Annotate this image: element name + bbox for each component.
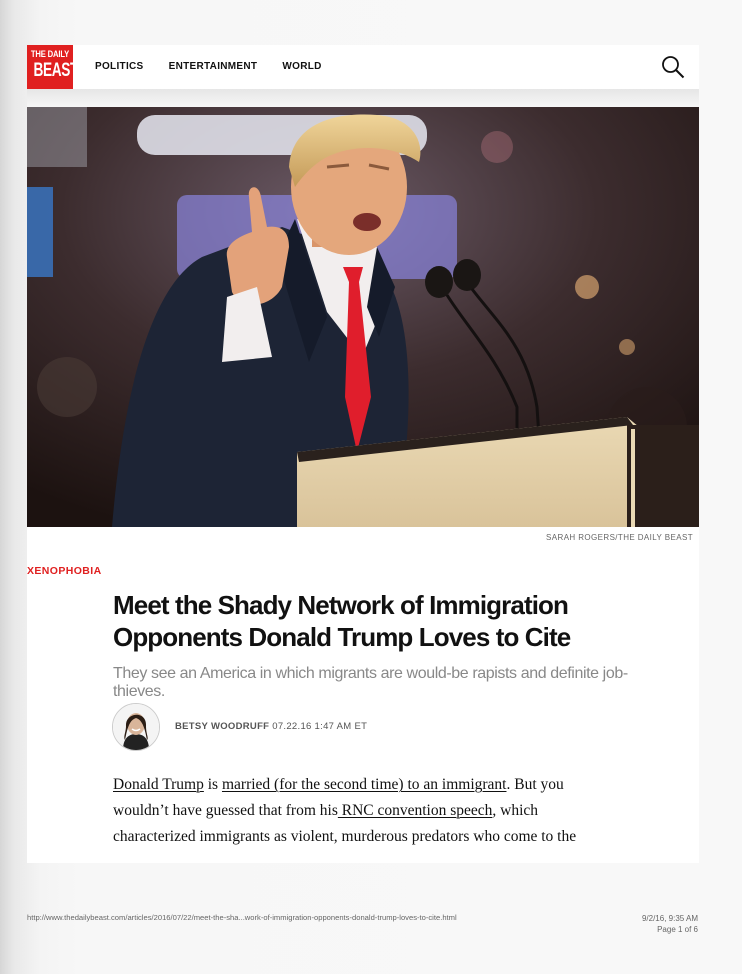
nav-item-entertainment[interactable]: ENTERTAINMENT <box>168 61 258 72</box>
hero-photo <box>27 107 699 527</box>
body-text: is <box>203 776 222 793</box>
link-married-immigrant[interactable]: married (for the second time) to an immigrant <box>221 776 507 793</box>
article-body <box>113 772 658 850</box>
print-meta <box>642 913 698 935</box>
author-portrait-icon <box>113 704 159 750</box>
logo-line-1: THE DAILY <box>30 49 70 59</box>
header-divider <box>27 89 699 107</box>
nav-item-world[interactable]: WORLD <box>282 61 322 72</box>
body-line-2 <box>113 798 658 824</box>
print-datetime: 9/2/16, 9:35 AM <box>641 914 698 923</box>
site-header <box>27 45 699 89</box>
body-line-1 <box>113 772 658 798</box>
search-icon[interactable] <box>661 55 685 79</box>
body-line-3: characterized immigrants as violent, murderous predators who come to the <box>113 828 577 845</box>
article-page <box>27 45 699 863</box>
author-avatar[interactable] <box>112 703 160 751</box>
article-byline <box>175 721 367 732</box>
daily-beast-logo[interactable] <box>27 45 79 89</box>
logo-line-2: BEAST <box>33 60 79 81</box>
main-nav <box>95 61 344 72</box>
publish-date: 07.22.16 1:47 AM ET <box>272 721 368 732</box>
article-headline: Meet the Shady Network of Immigration Opponents Donald Trump Loves to Cite <box>113 590 571 652</box>
author-name[interactable]: BETSY WOODRUFF <box>175 721 270 732</box>
article-category[interactable]: XENOPHOBIA <box>27 565 102 577</box>
photo-credit: SARAH ROGERS/THE DAILY BEAST <box>546 533 693 542</box>
link-rnc-speech[interactable]: RNC convention speech <box>337 802 493 819</box>
body-text: . But you <box>506 776 564 793</box>
link-donald-trump[interactable]: Donald Trump <box>113 776 204 793</box>
speaker-at-podium-photo <box>27 107 699 527</box>
article-subheadline: They see an America in which migrants are would-be rapists and definite job-thieves. <box>113 665 628 700</box>
print-url: http://www.thedailybeast.com/articles/2016/07/22/meet-the-sha...work-of-immigration-opponents-donald-trump-loves-to-cite.html <box>27 913 457 922</box>
print-page-number: Page 1 of 6 <box>657 925 698 934</box>
body-text: , which <box>492 802 539 819</box>
body-text: wouldn’t have guessed that from his <box>113 802 338 819</box>
nav-item-politics[interactable]: POLITICS <box>95 61 144 72</box>
